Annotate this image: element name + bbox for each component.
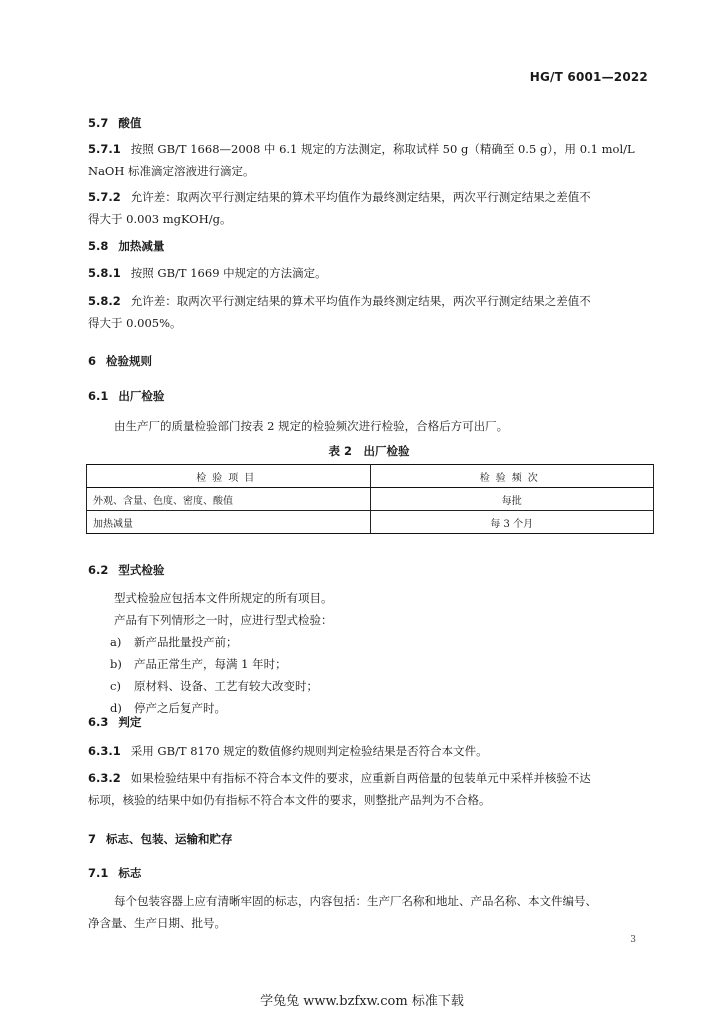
clause-5-7-1 bbox=[88, 138, 650, 182]
clause-5-8-1 bbox=[88, 262, 650, 284]
section-title: 判定 bbox=[118, 715, 142, 729]
table-cell-item: 外观、含量、色度、密度、酸值 bbox=[87, 488, 371, 511]
section-title: 加热减量 bbox=[118, 239, 165, 253]
section-title: 型式检验 bbox=[118, 563, 165, 577]
table-row bbox=[87, 511, 654, 534]
table-header-cell: 检验频次 bbox=[370, 465, 654, 488]
list-text: 产品正常生产，每满 1 年时； bbox=[134, 657, 287, 671]
section-number: 6.2 bbox=[88, 563, 109, 577]
inspection-table bbox=[86, 464, 654, 534]
clause-text-line: 标项，核验的结果中如仍有指标不符合本文件的要求，则整批产品判为不合格。 bbox=[88, 793, 491, 807]
clause-text-line: 如果检验结果中有指标不符合本文件的要求，应重新自两倍量的包装单元中采样并核验不达 bbox=[130, 771, 591, 785]
section-6-1-text: 由生产厂的质量检验部门按表 2 规定的检验频次进行检验，合格后方可出厂。 bbox=[114, 419, 509, 433]
clause-6-3-2 bbox=[88, 767, 650, 811]
chapter-7-heading bbox=[88, 828, 650, 850]
clause-5-7-2 bbox=[88, 186, 650, 230]
table-cell-item: 加热减量 bbox=[87, 511, 371, 534]
section-6-1-heading bbox=[88, 385, 650, 407]
clause-number: 5.7.1 bbox=[88, 142, 121, 156]
clause-text-line: 得大于 0.003 mgKOH/g。 bbox=[88, 212, 232, 226]
clause-text-line: 采用 GB/T 8170 规定的数值修约规则判定检验结果是否符合本文件。 bbox=[130, 744, 488, 758]
section-5-7-heading bbox=[88, 112, 650, 134]
section-7-1-body bbox=[88, 890, 676, 934]
footer-watermark: 学兔兔 www.bzfxw.com 标准下载 bbox=[260, 994, 464, 1009]
clause-6-3-1 bbox=[88, 740, 650, 762]
paragraph-line: 型式检验应包括本文件所规定的所有项目。 bbox=[114, 591, 333, 605]
section-title: 出厂检验 bbox=[118, 389, 165, 403]
chapter-title: 检验规则 bbox=[106, 354, 153, 368]
clause-text-line: 按照 GB/T 1668—2008 中 6.1 规定的方法测定，称取试样 50 g（精确至 0.5 g），用 0.1 mol/L bbox=[130, 142, 635, 156]
clause-text-line: NaOH 标准滴定溶液进行滴定。 bbox=[88, 164, 255, 178]
clause-number: 5.7.2 bbox=[88, 190, 121, 204]
section-6-2-heading bbox=[88, 559, 650, 581]
section-6-3-heading bbox=[88, 711, 650, 733]
table-caption: 表 2 出厂检验 bbox=[328, 444, 410, 458]
list-item bbox=[110, 653, 672, 675]
chapter-6-heading bbox=[88, 350, 650, 372]
section-title: 标志 bbox=[118, 866, 142, 880]
clause-text-line: 得大于 0.005%。 bbox=[88, 316, 182, 330]
list-item bbox=[110, 631, 672, 653]
standard-code: HG/T 6001—2022 bbox=[529, 70, 648, 84]
paragraph-line: 每个包装容器上应有清晰牢固的标志，内容包括：生产厂名称和地址、产品名称、本文件编号、 bbox=[114, 894, 597, 908]
section-number: 6.1 bbox=[88, 389, 109, 403]
list-text: 新产品批量投产前； bbox=[134, 635, 238, 649]
clause-number: 6.3.1 bbox=[88, 744, 121, 758]
clause-number: 5.8.1 bbox=[88, 266, 121, 280]
paragraph-line: 净含量、生产日期、批号。 bbox=[88, 916, 226, 930]
section-6-2-body bbox=[88, 587, 676, 631]
table-row bbox=[87, 488, 654, 511]
list-text: 停产之后复产时。 bbox=[134, 701, 226, 715]
table-header-row bbox=[87, 465, 654, 488]
list-marker: a) bbox=[110, 635, 122, 649]
list-marker: c) bbox=[110, 679, 121, 693]
chapter-title: 标志、包装、运输和贮存 bbox=[106, 832, 233, 846]
clause-number: 5.8.2 bbox=[88, 294, 121, 308]
list-item bbox=[110, 675, 672, 697]
clause-text-line: 允许差：取两次平行测定结果的算术平均值作为最终测定结果，两次平行测定结果之差值不 bbox=[130, 294, 591, 308]
list-text: 原材料、设备、工艺有较大改变时； bbox=[134, 679, 318, 693]
type-test-list bbox=[88, 631, 672, 719]
section-5-8-heading bbox=[88, 235, 650, 257]
section-7-1-heading bbox=[88, 862, 650, 884]
clause-5-8-2 bbox=[88, 290, 650, 334]
chapter-number: 6 bbox=[88, 354, 97, 368]
section-number: 7.1 bbox=[88, 866, 109, 880]
section-number: 5.7 bbox=[88, 116, 109, 130]
table-cell-frequency: 每批 bbox=[370, 488, 654, 511]
section-number: 6.3 bbox=[88, 715, 109, 729]
chapter-number: 7 bbox=[88, 832, 97, 846]
section-title: 酸值 bbox=[118, 116, 142, 130]
table-header-cell: 检验项目 bbox=[87, 465, 371, 488]
clause-number: 6.3.2 bbox=[88, 771, 121, 785]
table-cell-frequency: 每 3 个月 bbox=[370, 511, 654, 534]
clause-text-line: 按照 GB/T 1669 中规定的方法滴定。 bbox=[130, 266, 327, 280]
page-number: 3 bbox=[630, 935, 636, 945]
list-marker: d) bbox=[110, 701, 122, 715]
section-number: 5.8 bbox=[88, 239, 109, 253]
list-marker: b) bbox=[110, 657, 122, 671]
paragraph-line: 产品有下列情形之一时，应进行型式检验： bbox=[114, 613, 333, 627]
clause-text-line: 允许差：取两次平行测定结果的算术平均值作为最终测定结果，两次平行测定结果之差值不 bbox=[130, 190, 591, 204]
